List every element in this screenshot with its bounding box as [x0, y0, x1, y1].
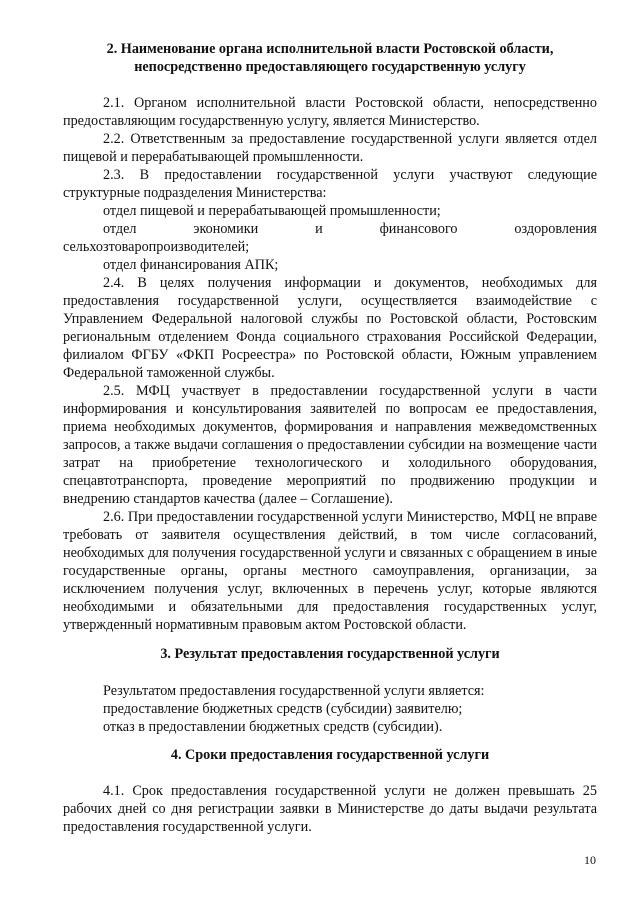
section-4-heading: 4. Сроки предоставления государственной услуги: [170, 747, 490, 763]
department-item-2-word: экономики: [193, 221, 259, 237]
department-item-1: отдел пищевой и перерабатывающей промышленности;: [103, 203, 441, 219]
department-item-2-word: финансового: [379, 221, 458, 237]
department-item-2: [63, 220, 597, 256]
section-2-heading-line1: 2. Наименование органа исполнительной власти Ростовской области,: [106, 41, 554, 57]
paragraph-2-4: 2.4. В целях получения информации и документов, необходимых для предоставления государственной услуги, осуществляется взаимодействие с Управлением Федеральной налоговой службы по Ростовской области, Ростовским региональным отделением Фонда социального страхования Российской Федерации, филиалом ФГБУ «ФКП Росреестра» по Ростовской области, Южным управлением Федеральной таможенной службы.: [63, 275, 597, 381]
paragraph-2-6: 2.6. При предоставлении государственной услуги Министерство, МФЦ не вправе требовать от заявителя осуществления действий, в том числе согласований, необходимых для получения государственной услуги и связанных с обращением в иные государственные органы, органы местного самоуправления, организации, за исключением получения услуг, включенных в перечень услуг, которые являются необходимыми и обязательными для предоставления государственных услуг, утвержденный нормативным правовым актом Ростовской области.: [63, 509, 597, 633]
section-4: [63, 746, 597, 764]
paragraph-2-1: 2.1. Органом исполнительной власти Ростовской области, непосредственно предоставляющим государственную услугу, является Министерство.: [63, 95, 597, 129]
department-item-2-continuation: сельхозтоваропроизводителей;: [63, 239, 250, 255]
section-4-body: [63, 782, 597, 836]
department-item-2-word: и: [315, 221, 323, 237]
section-2-heading-line2: непосредственно предоставляющего государственную услугу: [134, 59, 526, 75]
section-2-body: [63, 94, 597, 634]
paragraph-4-1: 4.1. Срок предоставления государственной услуги не должен превышать 25 рабочих дней со дня регистрации заявки в Министерстве до даты выдачи результата предоставления государственной услуги.: [63, 783, 597, 835]
page-number: 10: [584, 853, 596, 867]
department-item-2-word: оздоровления: [514, 221, 597, 237]
section-3: [63, 645, 597, 663]
result-line-3: отказ в предоставлении бюджетных средств (субсидии).: [103, 719, 443, 735]
paragraph-2-2: 2.2. Ответственным за предоставление государственной услуги является отдел пищевой и перерабатывающей промышленности.: [63, 131, 597, 165]
result-line-1: Результатом предоставления государственной услуги является:: [103, 683, 485, 699]
section-3-heading: 3. Результат предоставления государственной услуги: [160, 646, 500, 662]
paragraph-2-3: 2.3. В предоставлении государственной услуги участвуют следующие структурные подразделения Министерства:: [63, 167, 597, 201]
department-item-2-word: отдел: [103, 221, 137, 237]
department-item-3: отдел финансирования АПК;: [103, 257, 279, 273]
result-line-2: предоставление бюджетных средств (субсидии) заявителю;: [103, 701, 463, 717]
paragraph-2-5: 2.5. МФЦ участвует в предоставлении государственной услуги в части информирования и консультирования заявителей по вопросам ее предоставления, приема необходимых документов, формирования и направления межведомственных запросов, а также выдачи соглашения о предоставлении субсидии на возмещение части затрат на приобретение технологического и холодильного оборудования, спецавтотранспорта, проведение мероприятий по продвижению продукции и внедрению стандартов качества (далее – Соглашение).: [63, 383, 597, 507]
section-2: [63, 40, 597, 76]
section-3-body: [63, 682, 597, 736]
